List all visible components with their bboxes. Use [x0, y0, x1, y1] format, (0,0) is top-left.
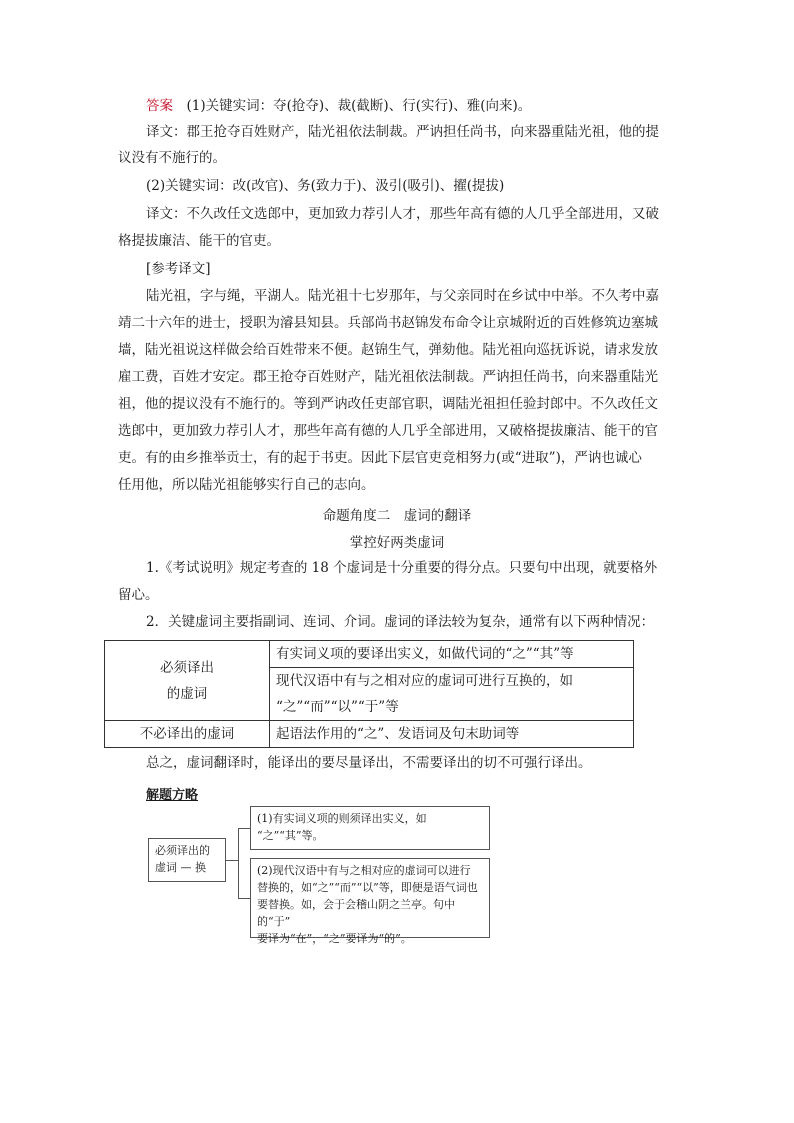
point-1a: 1.《考试说明》规定考查的 18 个虚词是十分重要的得分点。只要句中出现，就要格外 — [146, 560, 658, 576]
diagram-root-text: 必须译出的 — [155, 844, 210, 857]
translation-2b: 格提拔廉洁、能干的官吏。 — [118, 233, 280, 249]
summary-text: 总之，虚词翻译时，能译出的要尽量译出，不需要译出的切不可强行译出。 — [146, 755, 592, 771]
diagram-branch-text: (1)有实词义项的则须译出实义，如 — [257, 812, 427, 825]
reference-line: 靖二十六年的进士，授职为濬县知县。兵部尚书赵锦发布命令让京城附近的百姓修筑边塞城 — [118, 315, 658, 331]
answer-text-1: (1)关键实词：夺(抢夺)、裁(截断)、行(实行)、雅(向来)。 — [186, 98, 532, 114]
table-label-must-translate — [105, 641, 270, 721]
answer-label: 答案 — [146, 98, 173, 114]
table-label-text: 的虚词 — [166, 685, 208, 702]
translation-1a: 译文：郡王抢夺百姓财产，陆光祖依法制裁。严讷担任尚书，向来器重陆光祖，他的提 — [146, 124, 659, 140]
point-1b: 留心。 — [118, 587, 159, 603]
answer-line-1 — [146, 93, 706, 119]
point-2: 2．关键虚词主要指副词、连词、介词。虚词的译法较为复杂，通常有以下两种情况： — [146, 614, 655, 630]
section-title: 命题角度二 虚词的翻译 — [322, 508, 472, 524]
diagram-branch-box — [250, 806, 490, 850]
table-cell-text: 现代汉语中有与之相对应的虚词可进行互换的，如 — [276, 673, 573, 689]
diagram-branch-text: 替换的，如“之”“而”“以”等，即便是语气词也 — [257, 881, 478, 894]
connector-line — [238, 828, 250, 829]
translation-2a: 译文：不久改任文选郎中，更加致力荐引人才，那些年高有德的人几乎全部进用，又破 — [146, 206, 659, 222]
connector-line — [226, 860, 238, 861]
table-row — [105, 641, 634, 668]
table-cell-text: “之”“而”“以”“于”等 — [276, 699, 399, 715]
section-subtitle: 掌控好两类虚词 — [349, 535, 445, 551]
diagram-root-text: 虚词 — 换 — [155, 861, 206, 874]
table-label-text: 必须译出 — [160, 659, 214, 676]
diagram-branch-text: “之”“其”等。 — [257, 829, 324, 842]
table-row — [105, 721, 634, 748]
table-label-no-translate: 不必译出的虚词 — [105, 721, 270, 748]
table-cell — [270, 668, 634, 721]
reference-line: 陆光祖，字与绳，平湖人。陆光祖十七岁那年，与父亲同时在乡试中中举。不久考中嘉 — [146, 288, 659, 304]
reference-line: 吏。有的由乡推举贡士，有的起于书吏。因此下层官吏竞相努力(或“进取”)，严讷也诚心 — [118, 450, 642, 466]
diagram-branch-text: (2)现代汉语中有与之相对应的虚词可以进行 — [257, 864, 471, 877]
diagram-root-box — [148, 838, 226, 882]
translation-1b: 议没有不施行的。 — [118, 150, 226, 166]
method-diagram — [148, 806, 493, 945]
reference-line: 选郎中，更加致力荐引人才，那些年高有德的人几乎全部进用，又破格提拔廉洁、能干的官 — [118, 423, 658, 439]
diagram-branch-box — [250, 858, 490, 945]
table-cell: 有实词义项的要译出实义，如做代词的“之”“其”等 — [270, 641, 634, 668]
reference-line: 雇工费，百姓才安定。郡王抢夺百姓财产，陆光祖依法制裁。严讷担任尚书，向来器重陆光 — [118, 369, 658, 385]
function-word-table — [104, 640, 634, 748]
reference-line: 祖，他的提议没有不施行的。等到严讷改任吏部官职，调陆光祖担任验封郎中。不久改任文 — [118, 396, 658, 412]
diagram-branch-text: 要替换。如，会于会稽山阴之兰亭。句中的“于” — [257, 898, 455, 928]
reference-heading: [参考译文] — [146, 261, 211, 277]
table-cell: 起语法作用的“之”、发语词及句末助词等 — [270, 721, 634, 748]
connector-line — [238, 898, 250, 899]
answer-line-2: (2)关键实词：改(改官)、务(致力于)、汲引(吸引)、擢(提拔) — [146, 178, 505, 194]
connector-line — [238, 828, 239, 898]
method-label: 解题方略 — [146, 788, 199, 803]
reference-line: 任用他，所以陆光祖能够实行自己的志向。 — [118, 477, 375, 493]
diagram-branch-text: 要译为“在”，“之”要译为“的”。 — [257, 932, 412, 945]
reference-line: 墙，陆光祖说这样做会给百姓带来不便。赵锦生气，弹劾他。陆光祖向巡抚诉说，请求发放 — [118, 342, 658, 358]
